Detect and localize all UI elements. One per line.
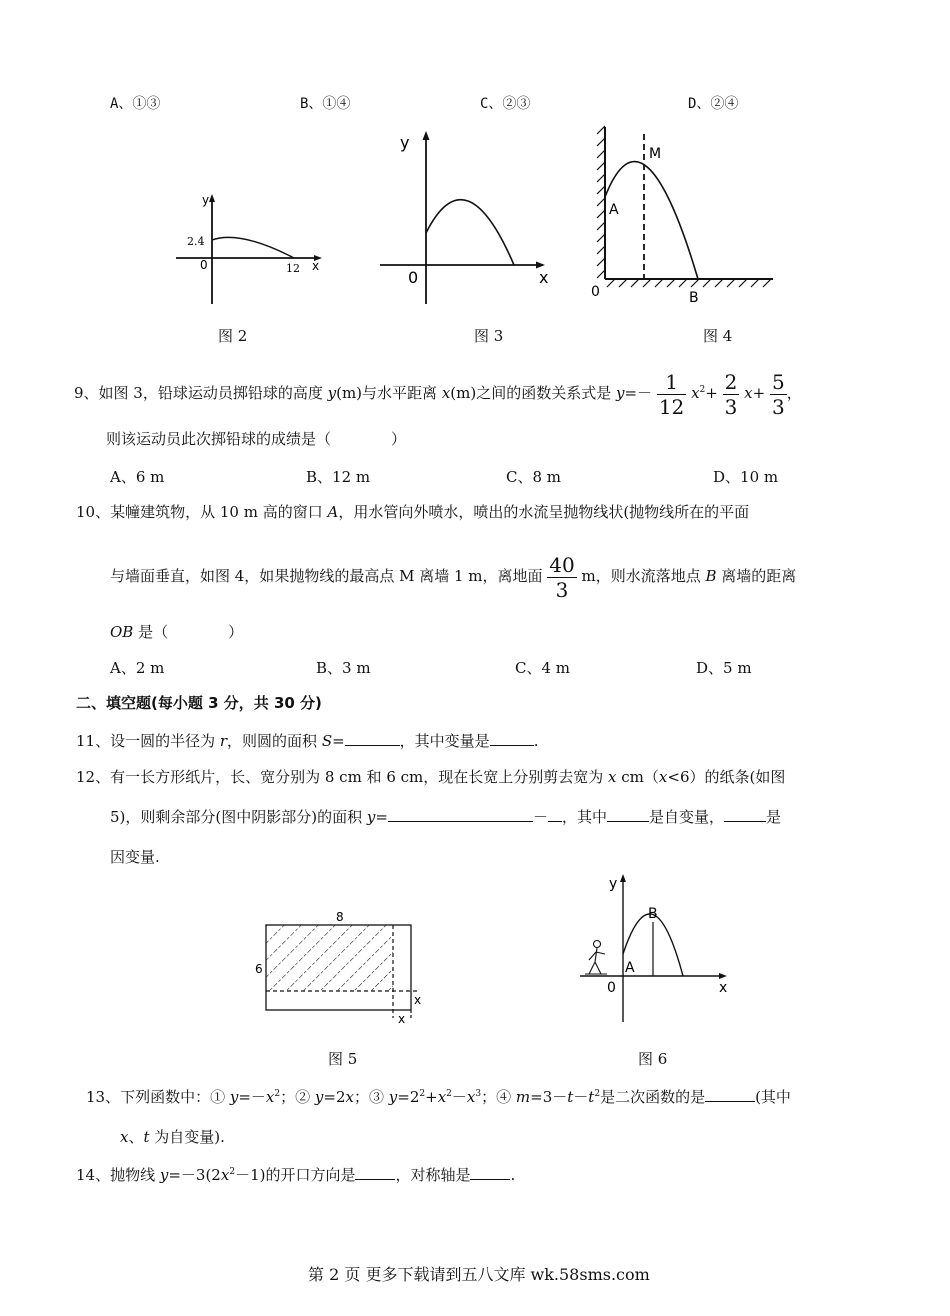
q13-f3-exp3: 3 <box>475 1089 482 1099</box>
q9-eq-y: y <box>615 384 625 402</box>
q13-line-1 <box>86 1086 791 1107</box>
q13-end: (其中 <box>755 1088 791 1106</box>
q14-f: . <box>510 1166 516 1184</box>
fig3-origin: 0 <box>408 268 419 287</box>
q11 <box>76 730 538 751</box>
q9-line-2: 则该运动员此次掷铅球的成绩是（ ） <box>106 430 407 448</box>
q9-option-c: C、8 m <box>506 468 562 486</box>
fig2-y-label: y <box>202 193 210 207</box>
q11-a: 11、设一圆的半径为 <box>76 732 220 750</box>
q10-l2-a: 与墙面垂直，如图 4，如果抛物线的最高点 M 离墙 1 m，离地面 <box>110 567 548 585</box>
q10-l2-b: m，则水流落地点 <box>576 567 706 585</box>
q14-x: x <box>220 1166 230 1184</box>
q9-text-c: (m)之间的函数关系式是 <box>450 384 616 402</box>
q13-f4-t: t <box>567 1088 574 1106</box>
q13-f1-exp: 2 <box>274 1089 281 1099</box>
q9-x2: x <box>691 384 700 402</box>
figure-2 <box>170 190 330 310</box>
person-icon <box>585 941 607 975</box>
q12-blank-2 <box>548 807 562 822</box>
q12-l2-b: = <box>375 808 388 826</box>
q13-f1-x: x <box>265 1088 275 1106</box>
q14-b: =－3(2 <box>168 1166 221 1184</box>
q9-var-x: x <box>441 384 451 402</box>
q14-d: ，对称轴是 <box>395 1166 471 1184</box>
fig6-x-label: x <box>719 980 728 996</box>
q11-e: . <box>533 732 539 750</box>
q9-plus1: + <box>705 384 718 402</box>
q9-fraction-1 <box>657 370 686 419</box>
q13-var-x: x <box>120 1128 129 1146</box>
figure-3 <box>375 128 560 308</box>
q10-line-2 <box>110 551 796 601</box>
q10-l1-b: ，用水管向外喷水，喷出的水流呈抛物线状(抛物线所在的平面 <box>338 503 750 521</box>
fig4-point-b: B <box>689 290 699 306</box>
fig6-origin: 0 <box>607 980 616 996</box>
fig5-caption: 图 5 <box>328 1050 358 1068</box>
q9-f1-den: 12 <box>658 394 685 419</box>
q13-line-2 <box>120 1126 225 1147</box>
q10-option-c: C、4 m <box>515 659 571 677</box>
fig3-y-label: y <box>400 133 410 152</box>
q14-exp: 2 <box>229 1167 236 1177</box>
q12-l2-c: － <box>532 808 548 826</box>
q10-f-num: 40 <box>549 552 575 577</box>
q9-option-b: B、12 m <box>306 468 371 486</box>
q13-f3-minus: － <box>451 1088 467 1106</box>
q10-line-1 <box>76 501 749 522</box>
q10-l2-c: 离墙的距离 <box>716 567 797 585</box>
q10-option-a: A、2 m <box>110 659 165 677</box>
q13-sep: 、 <box>128 1128 144 1146</box>
q10-point-b: B <box>705 567 717 585</box>
q13-f3-c: ；④ <box>481 1088 516 1106</box>
fig6-caption: 图 6 <box>638 1050 668 1068</box>
q13-f1-b: =－ <box>238 1088 266 1106</box>
q9-comma: ， <box>786 384 802 402</box>
q13-a: 13、下列函数中：① <box>86 1088 230 1106</box>
q14-c: －1)的开口方向是 <box>235 1166 356 1184</box>
q13-f4-b: =3－ <box>530 1088 568 1106</box>
q8-option-b: B、①④ <box>300 96 351 112</box>
fig3-caption: 图 3 <box>474 327 504 345</box>
q13-f1-c: ；② <box>280 1088 315 1106</box>
q12-l1-a: 12、有一长方形纸片，长、宽分别为 8 cm 和 6 cm，现在长宽上分别剪去宽为 <box>76 768 609 786</box>
q10-ob: OB <box>110 623 134 641</box>
q13-f3-y: y <box>388 1088 398 1106</box>
section-2-heading: 二、填空题(每小题 3 分，共 30 分) <box>76 694 322 712</box>
q9-var-y: y <box>327 384 337 402</box>
q8-option-c: C、②③ <box>480 96 531 112</box>
q10-fraction <box>547 553 576 602</box>
q9-text-b: (m)与水平距离 <box>336 384 442 402</box>
q9-stem <box>74 365 802 419</box>
q9-f3-num: 5 <box>771 369 785 394</box>
q13-f2-c: ；③ <box>353 1088 389 1106</box>
q12-x2: x <box>658 768 668 786</box>
q9-f2-num: 2 <box>724 369 738 394</box>
q10-option-b: B、3 m <box>316 659 371 677</box>
fig3-x-label: x <box>539 268 549 287</box>
fig4-origin: 0 <box>591 284 600 300</box>
q14 <box>76 1164 515 1185</box>
q12-l1-c: <6）的纸条(如图 <box>667 768 786 786</box>
q13-f4-exp: 2 <box>594 1089 601 1099</box>
q12-blank-4 <box>724 807 766 822</box>
q13-f1-y: y <box>229 1088 239 1106</box>
fig4-point-a: A <box>609 202 619 218</box>
page-footer: 第 2 页 更多下载请到五八文库 wk.58sms.com <box>308 1265 650 1284</box>
q13-var-t: t <box>143 1128 150 1146</box>
q12-l2-e: 是自变量， <box>648 808 724 826</box>
fig5-x-right: x <box>414 993 422 1007</box>
q9-f1-num: 1 <box>657 370 686 395</box>
q10-f-den: 3 <box>555 577 569 602</box>
q9-f2-den: 3 <box>724 394 738 419</box>
q9-eq-minus: =－ <box>624 384 653 402</box>
q12-l1-b: cm（ <box>616 768 659 786</box>
q12-l2-f: 是 <box>765 808 781 826</box>
q13-blank <box>705 1087 755 1102</box>
q13-f3-x: x <box>437 1088 447 1106</box>
q8-option-d: D、②④ <box>688 96 739 112</box>
q11-blank-2 <box>490 731 534 746</box>
q13-f4-c: 是二次函数的是 <box>600 1088 706 1106</box>
q9-fraction-3 <box>770 370 787 419</box>
q9-text-a: 9、如图 3，铅球运动员掷铅球的高度 <box>74 384 328 402</box>
q13-f3-plus: + <box>425 1088 438 1106</box>
q14-a: 14、抛物线 <box>76 1166 160 1184</box>
q9-option-d: D、10 m <box>713 468 779 486</box>
q14-blank-1 <box>355 1165 395 1180</box>
fig2-origin: 0 <box>200 258 208 272</box>
q13-f4-m: m <box>515 1088 531 1106</box>
q12-y: y <box>366 808 376 826</box>
fig5-length-label: 8 <box>336 910 344 924</box>
q10-option-d: D、5 m <box>696 659 752 677</box>
q13-l2-b: 为自变量). <box>149 1128 225 1146</box>
q12-line-3: 因变量. <box>110 848 160 866</box>
q10-point-a: A <box>327 503 339 521</box>
q11-c: = <box>332 732 345 750</box>
q12-line-1 <box>76 766 785 787</box>
q12-l2-a: 5)，则剩余部分(图中阴影部分)的面积 <box>110 808 367 826</box>
q12-blank-1 <box>388 807 533 822</box>
q9-f3-den: 3 <box>771 394 785 419</box>
q12-l2-d: ，其中 <box>561 808 607 826</box>
fig5-width-label: 6 <box>255 962 263 976</box>
q13-f3-exp1: 2 <box>419 1089 426 1099</box>
q13-f2-x: x <box>345 1088 354 1106</box>
figure-4 <box>585 122 785 307</box>
q9-option-a: A、6 m <box>110 468 165 486</box>
q11-d: ，其中变量是 <box>399 732 490 750</box>
fig2-y-value: 2.4 <box>187 235 205 248</box>
q13-f2-b: =2 <box>323 1088 346 1106</box>
q9-x1: x <box>744 384 753 402</box>
q12-blank-3 <box>607 807 649 822</box>
q10-l1-a: 10、某幢建筑物，从 10 m 高的窗口 <box>76 503 328 521</box>
q14-blank-2 <box>470 1165 510 1180</box>
q9-sq: 2 <box>699 385 706 395</box>
fig2-x-value: 12 <box>286 262 300 275</box>
q10-line-3 <box>110 621 243 642</box>
fig6-point-a: A <box>625 960 635 976</box>
q11-r: r <box>219 732 228 750</box>
fig6-y-label: y <box>609 876 618 892</box>
q11-blank-1 <box>345 731 400 746</box>
q10-l3-b: 是（ ） <box>133 623 244 641</box>
q13-f4-t2: t <box>588 1088 595 1106</box>
q13-f3-b: =2 <box>397 1088 420 1106</box>
q9-fraction-2 <box>723 370 740 419</box>
fig2-caption: 图 2 <box>218 327 248 345</box>
q12-line-2 <box>110 806 781 827</box>
fig4-caption: 图 4 <box>703 327 733 345</box>
q13-f3-exp2: 2 <box>446 1089 452 1099</box>
fig4-point-m: M <box>649 146 662 162</box>
fig2-x-label: x <box>312 259 320 273</box>
figure-6 <box>575 870 735 1030</box>
fig6-point-b: B <box>648 906 658 922</box>
figure-5 <box>250 908 430 1026</box>
q11-b: ，则圆的面积 <box>227 732 322 750</box>
q11-s: S <box>321 732 333 750</box>
q13-f2-y: y <box>314 1088 324 1106</box>
q13-f3-x2: x <box>466 1088 476 1106</box>
q13-f4-minus: － <box>573 1088 589 1106</box>
q8-option-a: A、①③ <box>110 96 161 112</box>
q14-y: y <box>159 1166 169 1184</box>
q9-plus2: + <box>752 384 766 402</box>
fig5-x-bottom: x <box>398 1012 406 1026</box>
q12-x: x <box>608 768 617 786</box>
